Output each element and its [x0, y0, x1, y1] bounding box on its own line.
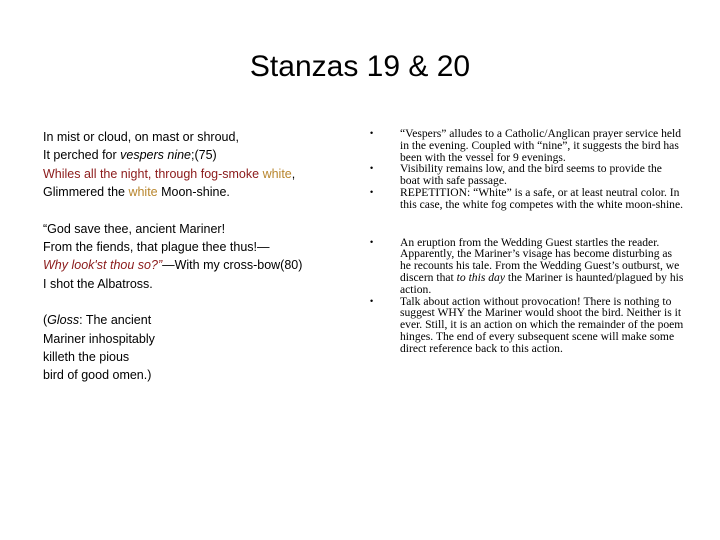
poem-line-highlighted [43, 165, 353, 183]
why-lookst-emphasis: Why look'st thou so?” [43, 258, 163, 273]
poem-text: It perched for [43, 148, 121, 163]
gloss-line: bird of good omen.) [43, 368, 152, 383]
note-visibility [364, 163, 684, 187]
poem-text: : The ancient [79, 313, 152, 328]
notes-column [364, 128, 684, 355]
note-text: REPETITION: “White” is a safe, or at least neutral color. In this case, the white fog competes with the white moon-shine. [400, 185, 684, 211]
gloss-line: killeth the pious [43, 350, 130, 365]
poem-line: From the fiends, that plague thee thus!— [43, 240, 270, 255]
line-number: ;(75) [191, 148, 217, 163]
note-text-part: the Mariner is haunted/plagued by his action. [400, 270, 684, 296]
note-provocation [364, 296, 684, 355]
stanza-20 [43, 220, 353, 294]
poem-text: —With my cross-bow(80) [162, 258, 303, 273]
white-word: white [128, 185, 158, 200]
gloss-line: Mariner inhospitably [43, 331, 155, 346]
poem-text: Whiles all the night, through fog-smoke [43, 166, 263, 181]
poem-text: ( [43, 313, 48, 328]
stanza-19 [43, 128, 353, 202]
gloss-emphasis: Gloss [47, 313, 80, 328]
poem-line [43, 146, 353, 164]
bullet-icon: • [370, 186, 374, 197]
poem-line: In mist or cloud, on mast or shroud, [43, 130, 239, 144]
note-text: Visibility remains low, and the bird seems to provide the boat with safe passage. [400, 162, 662, 188]
poem-text: , [291, 166, 296, 181]
bullet-icon: • [370, 236, 374, 247]
note-text-part: An eruption from the Wedding Guest startles the reader. Apparently, the Mariner’s visage has become disturbing as he recounts his tale. From the Wedding Guest’s outburst, we discern that [400, 235, 680, 284]
poem-line [43, 183, 353, 201]
note-emphasis: to this day [456, 270, 505, 284]
poem-column [43, 128, 353, 403]
white-word: white [262, 166, 292, 181]
poem-line [43, 256, 353, 274]
poem-text: Moon-shine. [157, 185, 230, 200]
note-text [400, 236, 683, 296]
note-repetition [364, 187, 684, 211]
note-eruption [364, 237, 684, 296]
bullet-icon: • [370, 295, 374, 306]
note-text: “Vespers” alludes to a Catholic/Anglican prayer service held in the evening. Coupled with “nine”, it suggests the bird has been with the vessel for 9 evenings. [400, 127, 682, 164]
gloss [43, 311, 353, 385]
bullet-icon: • [370, 163, 374, 174]
bullet-icon: • [370, 128, 374, 138]
note-text: Talk about action without provocation! There is nothing to suggest WHY the Mariner would shoot the bird. Neither is it ever. Still, it is an action on which the remainder of the poem hinges. The end of every subsequent scene will make some direct reference back to this action. [400, 294, 684, 355]
gloss-line [43, 311, 353, 329]
vespers-nine-emphasis: vespers nine [120, 148, 191, 163]
poem-line: “God save thee, ancient Mariner! [43, 221, 226, 236]
note-vespers [364, 128, 684, 163]
poem-line: I shot the Albatross. [43, 276, 153, 291]
poem-text: Glimmered the [43, 185, 129, 200]
slide-title: Stanzas 19 & 20 [249, 50, 471, 83]
